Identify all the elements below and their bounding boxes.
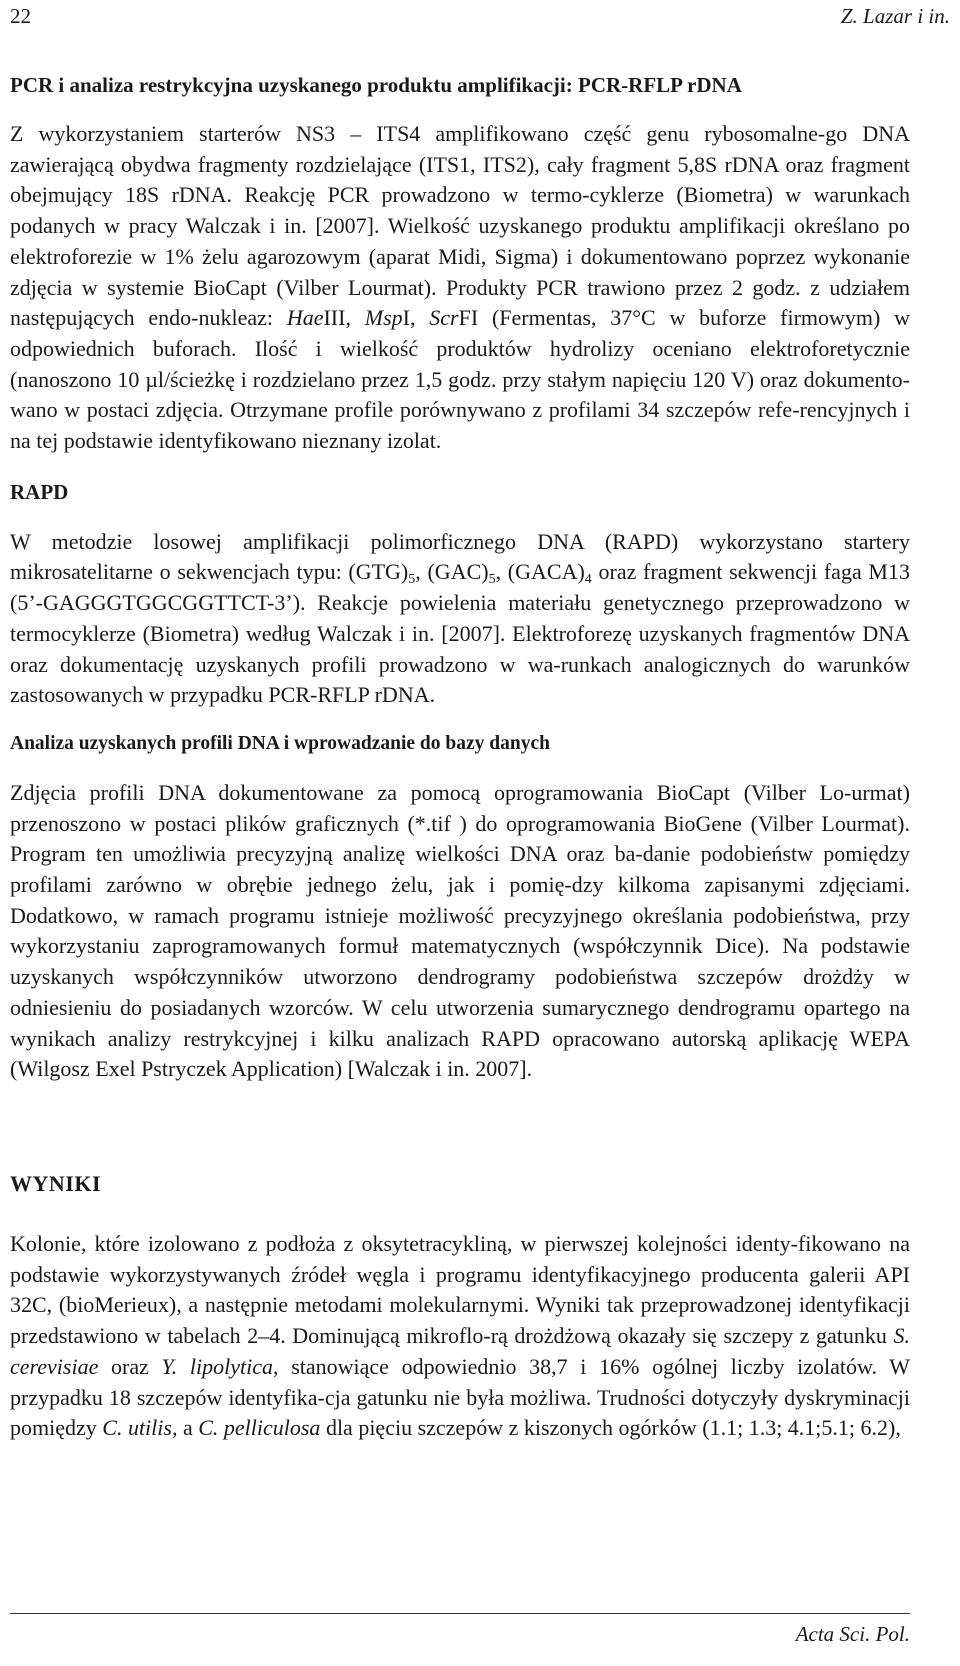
text-run: a — [177, 1415, 199, 1441]
subscript: 5 — [408, 572, 416, 588]
paragraph-dna-profile-analysis: Zdjęcia profili DNA dokumentowane za pomocą oprogramowania BioCapt (Vilber Lo-urmat) przenoszono w postaci plików graficznych (*.tif ) do oprogramowania BioGene (Vilber Lourmat). Program ten umożliwia precyzyjną analizę wielkości DNA oraz ba-danie podobieństw pomiędzy profilami zarówno w obrębie jednego żelu, jak i pomię-dzy kilkoma zapisanymi zdjęciami. Dodatkowo, w ramach programu istnieje możliwość precyzyjnego określania podobieństwa, przy wykorzystaniu zaprogramowanych formuł matematycznych (współczynnik Dice). Na podstawie uzyskanych współczynników utworzono dendrogramy podobieństwa szczepów drożdży w odniesieniu do posiadanych wzorców. W celu utworzenia sumarycznego dendrogramu opartego na wynikach analizy restrykcyjnej i kilku analizach RAPD opracowano autorską aplikację WEPA (Wilgosz Exel Pstryczek Application) [Walczak i in. 2007]. — [10, 779, 910, 1082]
text-run: , stanowiące odpowiednio 38,7 i 16% ogólnej liczby izolatów. W przypadku 18 szczepów identyfika-cja gatunku nie była możliwa. Trudności dotyczyły dyskryminacji pomiędzy — [10, 1353, 911, 1441]
text-run: Kolonie, które izolowano z podłoża z oksytetracykliną, w pierwszej kolejności identy-fikowano na podstawie wykorzystywanych źródeł węgla i programu identyfikacyjnego producenta galerii API 32C, (bioMerieux), a następnie metodami molekularnymi. Wyniki tak przeprowadzonej identyfikacji przedstawiono w tabelach 2–4. Dominującą mikroflo-rą drożdżową okazały się szczepy z gatunku — [10, 1230, 910, 1349]
text-run: , (GAC) — [415, 559, 489, 585]
footer-rule — [10, 1613, 910, 1614]
journal-footer: Acta Sci. Pol. — [795, 1622, 910, 1646]
species-name: C. utilis, — [102, 1415, 178, 1441]
paragraph-wyniki — [10, 1229, 910, 1444]
enzyme-name: Scr — [429, 305, 459, 331]
page-header — [10, 4, 950, 34]
text-run: W metodzie losowej amplifikacji polimorficznego DNA (RAPD) wykorzystano startery mikrosatelitarne o sekwencjach typu: (GTG) — [10, 528, 910, 585]
text-run: oraz — [98, 1353, 162, 1379]
text-run: III, — [323, 305, 365, 331]
text-run: Z wykorzystaniem starterów NS3 – ITS4 amplifikowano część genu rybosomalne-go DNA zawierającą obydwa fragmenty rozdzielające (ITS1, ITS2), cały fragment 5,8S rDNA oraz fragment obejmujący 18S rDNA. Reakcję PCR prowadzono w termo-cyklerze (Biometra) w warunkach podanych w pracy Walczak i in. [2007]. Wielkość uzyskanego produktu amplifikacji określano po elektroforezie w 1% żelu agarozowym (aparat Midi, Sigma) i dokumentowano poprzez wykonanie zdjęcia w systemie BioCapt (Vilber Lourmat). Produkty PCR trawiono przez 2 godz. z udziałem następujących endo-nukleaz: — [10, 121, 910, 331]
species-name: C. pelliculosa — [198, 1415, 321, 1441]
article-body — [10, 72, 910, 1444]
text-run: oraz fragment sekwencji faga M13 (5’-GAGGGTGGCGGTTCT-3’). Reakcje powielenia materiału genetycznego przeprowadzono w termocyklerze (Biometra) według Walczak i in. [2007]. Elektroforezę uzyskanych fragmentów DNA oraz dokumentację uzyskanych profili prowadzono w wa-runkach analogicznych do warunków zastosowanych w przypadku PCR-RFLP rDNA. — [10, 559, 910, 708]
heading-wyniki: WYNIKI — [10, 1170, 102, 1196]
text-run: dla pięciu szczepów z kiszonych ogórków (1.1; 1.3; 4.1;5.1; 6.2), — [320, 1415, 901, 1441]
page-number: 22 — [10, 4, 31, 28]
text-run: FI (Fermentas, 37°C w buforze firmowym) w odpowiednich buforach. Ilość i wielkość produktów hydrolizy oceniano elektroforetycznie (nanoszono 10 µl/ścieżkę i rozdzielano przez 1,5 godz. przy stałym napięciu 120 V) oraz dokumento-wano w postaci zdjęcia. Otrzymane profile porównywano z profilami 34 szczepów refe-rencyjnych i na tej podstawie identyfikowano nieznany izolat. — [10, 305, 911, 454]
paragraph-pcr-rflp — [10, 119, 910, 457]
paragraph-rapd — [10, 527, 910, 711]
enzyme-name: Msp — [364, 305, 403, 331]
subscript: 5 — [488, 572, 496, 588]
heading-dna-profile-analysis: Analiza uzyskanych profili DNA i wprowadzanie do bazy danych — [10, 732, 550, 754]
text-run: I, — [402, 305, 430, 331]
species-name: Y. lipolytica — [161, 1353, 274, 1379]
subscript: 4 — [584, 572, 592, 588]
enzyme-name: Hae — [286, 305, 324, 331]
heading-pcr-rflp: PCR i analiza restrykcyjna uzyskanego produktu amplifikacji: PCR-RFLP rDNA — [10, 73, 742, 97]
running-title: Z. Lazar i in. — [840, 4, 950, 28]
species-name: S. cerevisiae — [10, 1323, 910, 1379]
text-run: , (GACA) — [495, 559, 585, 585]
heading-rapd: RAPD — [10, 479, 69, 504]
